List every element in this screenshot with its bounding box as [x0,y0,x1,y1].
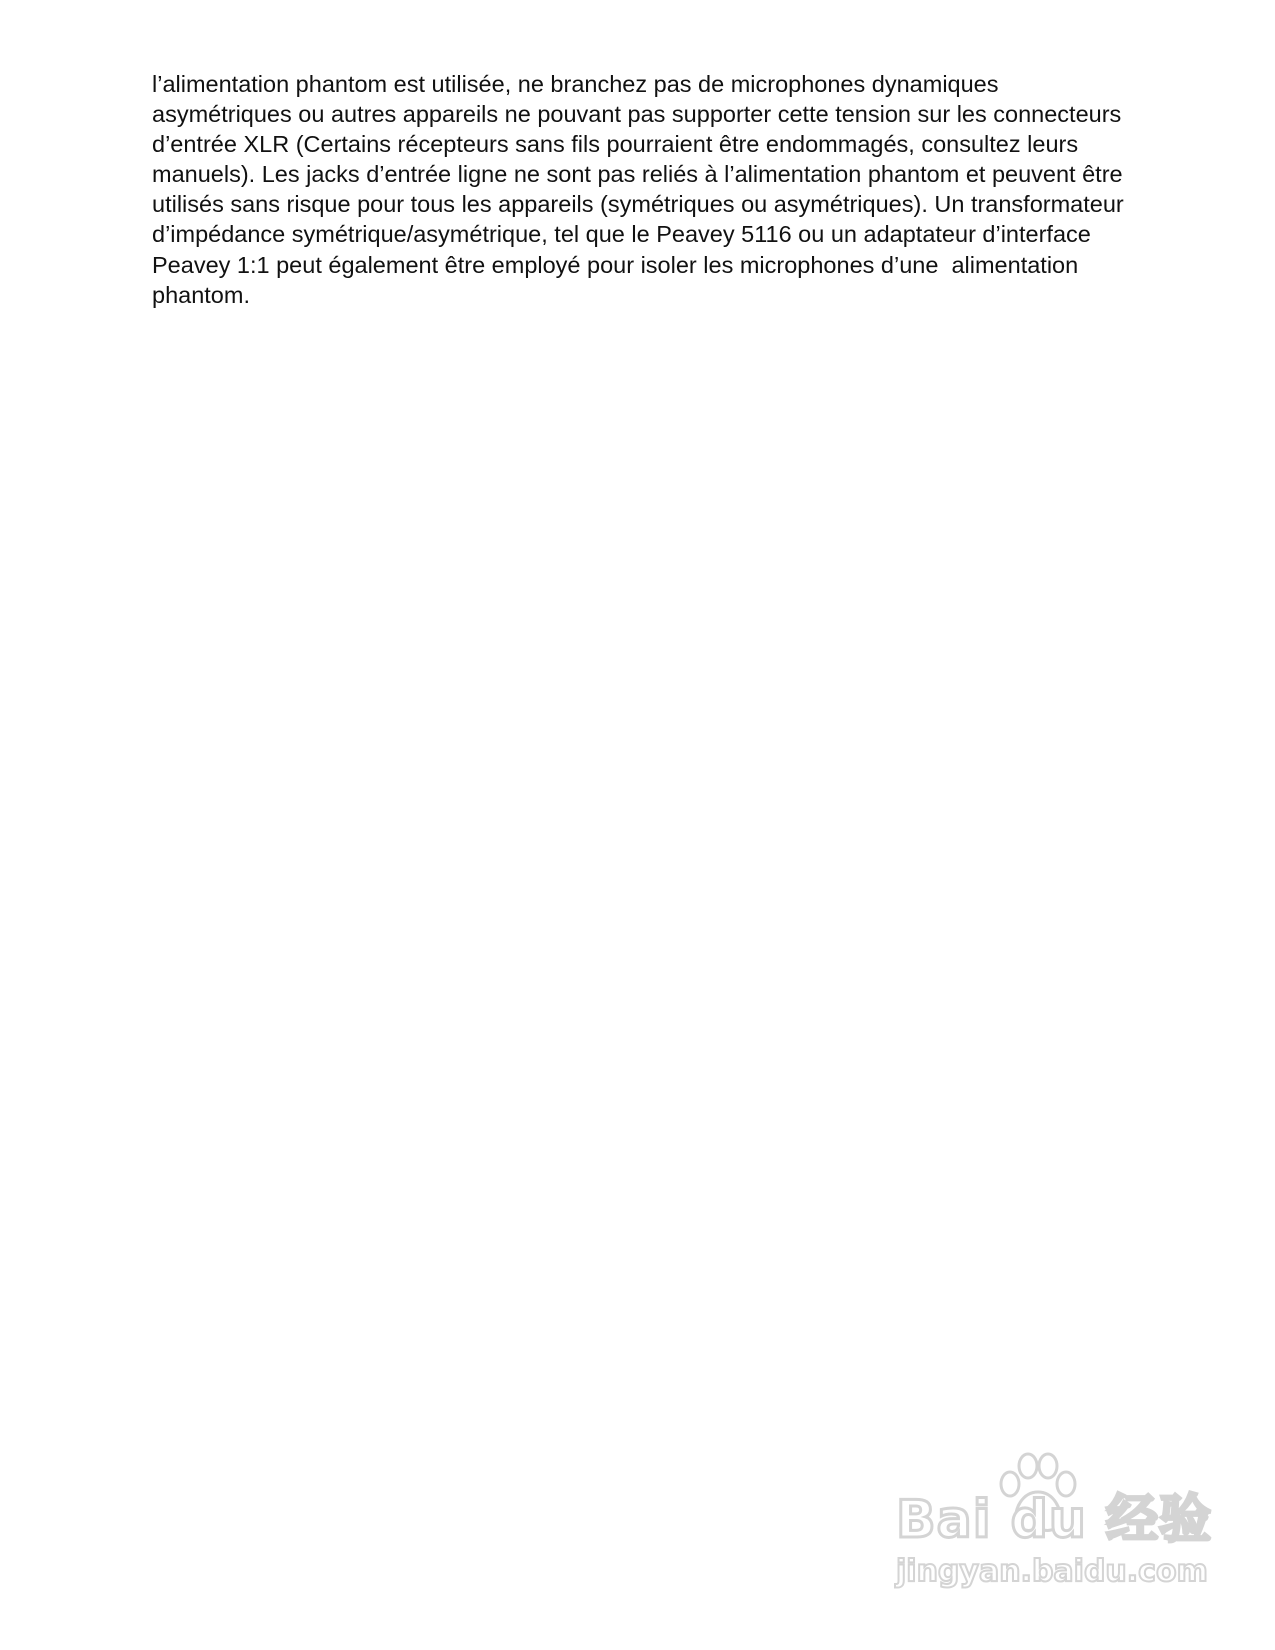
paragraph-line-6: d’impédance symétrique/asymétrique, tel que le Peavey 5116 ou un adaptateur d’interface [152,221,1091,248]
paragraph-line-5: utilisés sans risque pour tous les appareils (symétriques ou asymétriques). Un transformateur [152,191,1124,218]
paragraph-line-8: phantom. [152,281,250,308]
paragraph-line-4: manuels). Les jacks d’entrée ligne ne sont pas reliés à l’alimentation phantom et peuvent être [152,161,1123,188]
paragraph-line-3: d’entrée XLR (Certains récepteurs sans fils pourraient être endommagés, consultez leurs [152,131,1079,158]
paragraph-line-1: l’alimentation phantom est utilisée, ne branchez pas de microphones dynamiques [152,71,999,97]
baidu-watermark [896,1448,1226,1598]
paragraph-line-2: asymétriques ou autres appareils ne pouvant pas supporter cette tension sur les connecteurs [152,101,1122,128]
watermark-logo-text: Bai du 经验 [896,1490,1212,1550]
body-paragraph [152,69,1202,310]
paragraph-line-7: Peavey 1:1 peut également être employé pour isoler les microphones d’une alimentation [152,251,1079,278]
watermark-url-text: jingyan.baidu.com [896,1554,1208,1589]
